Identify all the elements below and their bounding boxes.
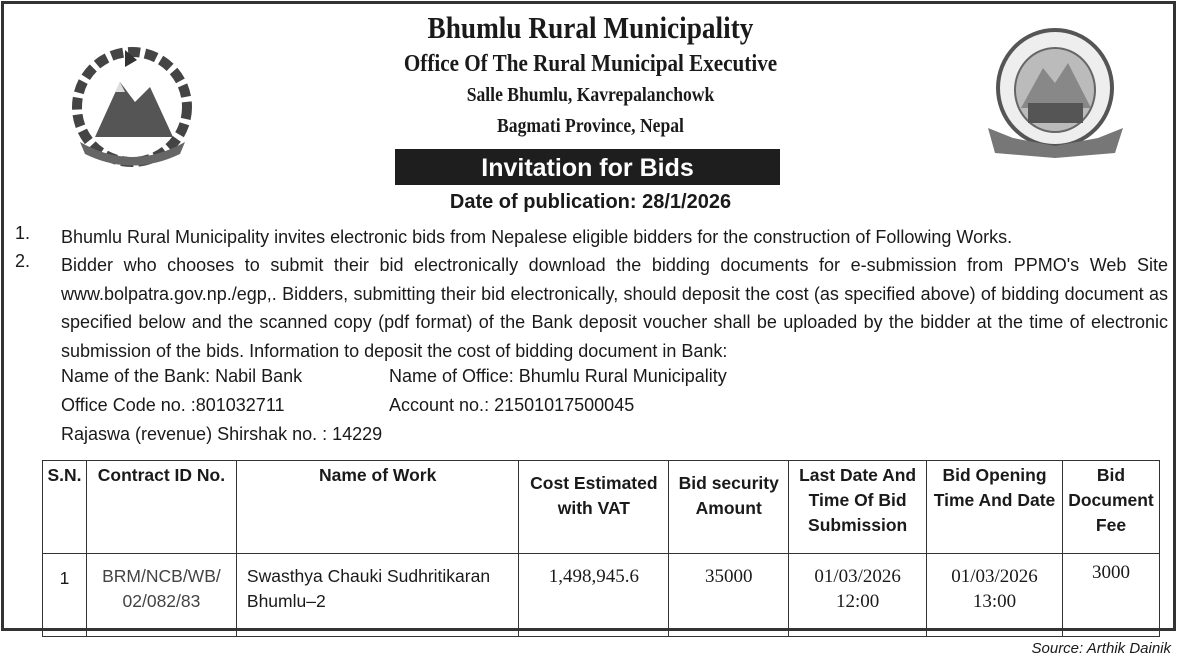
point-text: Bhumlu Rural Municipality invites electronic bids from Nepalese eligible bidders for the construction of Following Works.	[61, 227, 1013, 247]
office-name: Name of Office: Bhumlu Rural Municipality	[389, 366, 727, 386]
account-number: Account no.: 21501017500045	[389, 395, 635, 415]
office-title: Office Of The Rural Municipal Executive	[403, 51, 778, 77]
header-fee: Bid Document Fee	[1062, 461, 1159, 554]
cell-opening: 01/03/2026 13:00	[927, 554, 1063, 637]
point-number: 2.	[15, 251, 31, 271]
province: Bagmati Province, Nepal	[497, 115, 684, 137]
header-last-date: Last Date And Time Of Bid Submission	[789, 461, 927, 554]
header-contract-id: Contract ID No.	[86, 461, 236, 554]
bids-table	[42, 460, 1160, 637]
table-row	[43, 554, 1160, 637]
header-cost: Cost Estimated with VAT	[519, 461, 669, 554]
header-bid-security: Bid security Amount	[669, 461, 789, 554]
address: Salle Bhumlu, Kavrepalanchowk	[466, 84, 715, 106]
header-sn: S.N.	[43, 461, 87, 554]
point-text: Bidder who chooses to submit their bid electronically download the bidding documents for e-submission from PPMO's Web Site www.bolpatra.gov.np./egp,. Bidders, submitting their bid electronically, should deposit the cost (as specified above) of bidding document as specified below and the scanned copy (pdf format) of the Bank deposit voucher shall be uploaded by the bidder at the time of electronic submission of the bids. Information to deposit the cost of bidding document in Bank:	[61, 255, 1168, 361]
cell-name-of-work: Swasthya Chauki Sudhritikaran Bhumlu–2	[236, 554, 519, 637]
cell-sn: 1	[43, 554, 87, 637]
cell-bid-security: 35000	[669, 554, 789, 637]
bank-name: Name of the Bank: Nabil Bank	[61, 366, 303, 386]
cell-contract-id: BRM/NCB/WB/ 02/082/83	[86, 554, 236, 637]
office-code: Office Code no. :801032711	[61, 395, 285, 415]
header-name-of-work: Name of Work	[236, 461, 519, 554]
header-opening: Bid Opening Time And Date	[927, 461, 1063, 554]
table-header-row	[43, 461, 1160, 554]
municipality-title: Bhumlu Rural Municipality	[427, 10, 754, 45]
point-number: 1.	[15, 223, 31, 243]
cell-cost: 1,498,945.6	[519, 554, 669, 637]
cell-last-date: 01/03/2026 12:00	[789, 554, 927, 637]
source-credit: Source: Arthik Dainik	[1031, 640, 1171, 657]
invitation-banner: Invitation for Bids	[395, 149, 780, 185]
publication-date: Date of publication: 28/1/2026	[449, 191, 732, 213]
revenue-code: Rajaswa (revenue) Shirshak no. : 14229	[61, 424, 383, 444]
cell-fee: 3000	[1062, 554, 1159, 637]
